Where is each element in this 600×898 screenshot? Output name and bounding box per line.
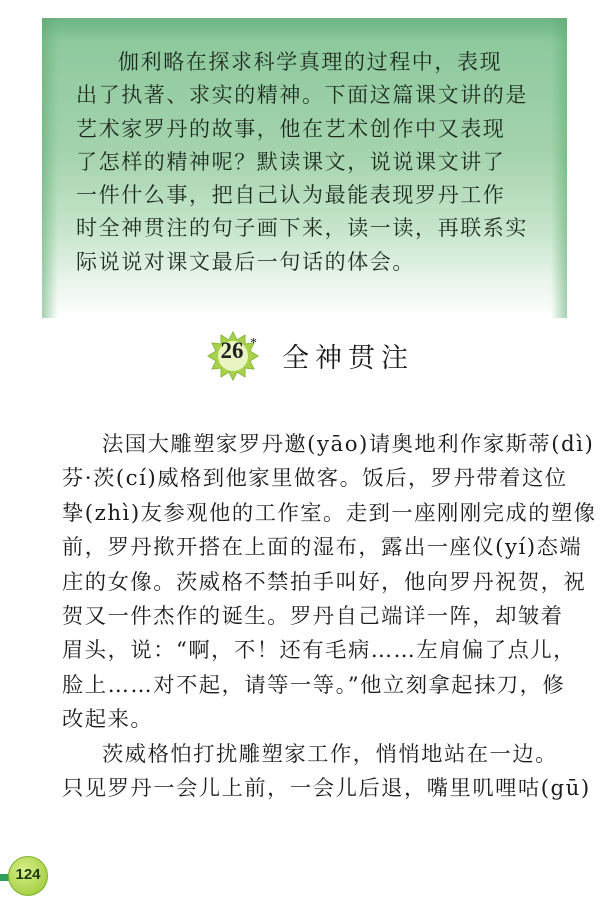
lesson-body-text (62, 428, 597, 806)
prompt-line: 了怎样的精神呢？默读课文，说说课文讲了 (76, 149, 506, 174)
body-line: 改起来。 (62, 707, 154, 733)
page-number: 124 (15, 866, 41, 883)
prompt-line: 一件什么事，把自己认为最能表现罗丹工作 (76, 183, 506, 208)
body-line: 眉头，说：“啊，不！还有毛病……左肩偏了点儿， (62, 638, 576, 664)
prompt-line: 际说说对课文最后一句话的体会。 (76, 249, 415, 274)
body-line: 法国大雕塑家罗丹邀(yāo)请奥地利作家斯蒂(dì) (102, 432, 595, 457)
body-line: 贺又一件杰作的诞生。罗丹自己端详一阵，却皱着 (62, 603, 564, 629)
body-line: 只见罗丹一会儿上前，一会儿后退，嘴里叽哩咕(gū) (62, 775, 591, 801)
prompt-line: 出了执著、求实的精神。下面这篇课文讲的是 (76, 83, 528, 108)
prompt-line: 时全神贯注的句子画下来，读一读，再联系实 (76, 216, 528, 241)
prompt-line: 艺术家罗丹的故事，他在艺术创作中又表现 (76, 116, 506, 141)
prompt-line: 伽利略在探求科学真理的过程中，表现 (118, 50, 503, 74)
lesson-heading (0, 328, 600, 384)
body-line: 挚(zhì)友参观他的工作室。走到一座刚刚完成的塑像 (62, 500, 597, 526)
body-line: 茨威格怕打扰雕塑家工作，悄悄地站在一边。 (102, 741, 558, 767)
body-line: 前，罗丹揿开搭在上面的湿布，露出一座仪(yí)态端 (62, 535, 583, 561)
lesson-title: 全神贯注 (282, 343, 414, 374)
self-study-mark: * (250, 336, 257, 351)
body-line: 芬·茨(cí)威格到他家里做客。饭后，罗丹带着这位 (62, 466, 568, 492)
body-line: 庄的女像。茨威格不禁拍手叫好，他向罗丹祝贺，祝 (62, 569, 587, 595)
lesson-number: 26 (220, 338, 244, 363)
reading-prompt-text (76, 46, 556, 279)
body-line: 脸上……对不起，请等一等。”他立刻拿起抹刀，修 (62, 672, 566, 698)
